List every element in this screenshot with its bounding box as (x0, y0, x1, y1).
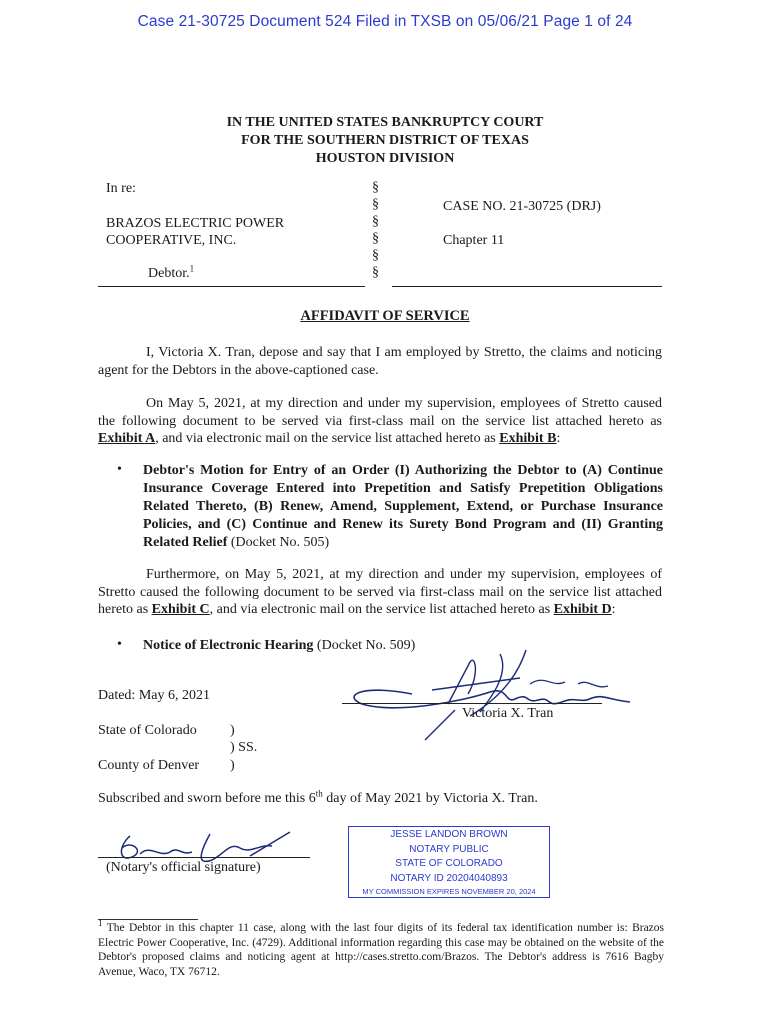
dated-line: Dated: May 6, 2021 (98, 688, 210, 703)
paragraph-2-text: On May 5, 2021, at my direction and under my supervision, employees of Stretto caused the following document to be served via first-class mail on the service list attached hereto as (98, 396, 662, 429)
affiant-signature (340, 644, 640, 744)
section-symbol: § (372, 197, 379, 212)
affiant-name: Victoria X. Tran (462, 706, 554, 721)
venue-paren-ss: ) SS. (230, 740, 258, 755)
chapter-number: Chapter 11 (443, 233, 505, 248)
section-symbol: § (372, 265, 379, 280)
venue-state: State of Colorado (98, 723, 197, 738)
paragraph-1 (98, 344, 662, 379)
bullet-marker: • (117, 462, 122, 477)
caption-rule-left (98, 286, 365, 287)
paragraph-1-text: I, Victoria X. Tran, depose and say that I am employed by Stretto, the claims and noticing agent for the Debtors in the above-captioned case. (98, 345, 662, 378)
section-symbol: § (372, 231, 379, 246)
exhibit-a-ref: Exhibit A (98, 431, 156, 446)
notary-commission-expiry: MY COMMISSION EXPIRES NOVEMBER 20, 2024 (362, 887, 536, 896)
ecf-header-stamp: Case 21-30725 Document 524 Filed in TXSB on 05/06/21 Page 1 of 24 (137, 13, 633, 30)
court-name: IN THE UNITED STATES BANKRUPTCY COURT (226, 115, 544, 130)
notary-seal (348, 826, 550, 898)
bullet-marker: • (117, 637, 122, 652)
venue-paren: ) (230, 723, 235, 738)
section-symbol: § (372, 180, 379, 195)
paragraph-2-text: , and via electronic mail on the service list attached hereto as (155, 431, 500, 446)
notary-name: JESSE LANDON BROWN (390, 829, 508, 840)
in-re-label: In re: (106, 181, 136, 196)
section-symbol: § (372, 248, 379, 263)
exhibit-b-ref: Exhibit B (499, 431, 557, 446)
case-number: CASE NO. 21-30725 (DRJ) (443, 199, 601, 214)
debtor-name-line2: COOPERATIVE, INC. (106, 233, 237, 248)
exhibit-c-ref: Exhibit C (151, 602, 210, 617)
notary-signature-label: (Notary's official signature) (106, 860, 261, 875)
notary-signature-line (98, 857, 310, 858)
jurat-ordinal: th (315, 788, 323, 799)
footnote-number: 1 (98, 918, 103, 929)
paragraph-3-text: Furthermore, on May 5, 2021, at my direction and under my supervision, employees of Stretto caused the following document to be served via first-class mail on the service list attached hereto as (98, 567, 662, 617)
served-document-1-title: Debtor's Motion for Entry of an Order (I) Authorizing the Debtor to (A) Continue Insurance Coverage Entered into Prepetition and Satisfy Prepetition Obligations Related Thereto, (B) Renew, Amend, Supplement, Extend, or Purchase Insurance Policies, and (C) Continue and Renew its Surety Bond Program and (II) Granting Related Relief (143, 463, 663, 550)
paragraph-3-text: , and via electronic mail on the service list attached hereto as (209, 602, 554, 617)
footnote-ref: 1 (189, 263, 195, 274)
served-document-1-docket: (Docket No. 505) (227, 535, 330, 550)
exhibit-d-ref: Exhibit D (553, 602, 612, 617)
paragraph-3 (98, 566, 662, 619)
served-document-2-docket: (Docket No. 509) (313, 638, 416, 653)
venue-county: County of Denver (98, 758, 200, 773)
debtor-label (148, 263, 195, 282)
paragraph-3-text: : (611, 602, 616, 617)
notary-state: STATE OF COLORADO (395, 858, 503, 869)
jurat-text: day of May 2021 by Victoria X. Tran. (322, 791, 538, 806)
footnote-rule (98, 919, 198, 920)
footnote (98, 918, 664, 979)
caption-rule-right (392, 286, 662, 287)
court-district: FOR THE SOUTHERN DISTRICT OF TEXAS (241, 133, 529, 148)
jurat-text: Subscribed and sworn before me this 6 (98, 791, 316, 806)
paragraph-2 (98, 395, 662, 448)
paragraph-2-text: : (556, 431, 561, 446)
debtor-label-text: Debtor. (148, 266, 190, 281)
document-title: AFFIDAVIT OF SERVICE (300, 308, 470, 324)
section-symbol: § (372, 214, 379, 229)
notary-title: NOTARY PUBLIC (409, 843, 489, 855)
court-division: HOUSTON DIVISION (315, 151, 455, 166)
footnote-text: The Debtor in this chapter 11 case, along with the last four digits of its federal tax identification number is: Brazos Electric Power Cooperative, Inc. (4729). Additional information regarding this case may be obtained on the website of the Debtor's proposed claims and noticing agent at http://cases.stretto.com/Brazos. The Debtor's address is 7616 Bagby Avenue, Waco, TX 76712. (98, 922, 664, 978)
jurat-line (98, 788, 538, 807)
served-document-1 (143, 462, 663, 552)
venue-paren: ) (230, 758, 235, 773)
debtor-name-line1: BRAZOS ELECTRIC POWER (106, 216, 285, 231)
served-document-2-title: Notice of Electronic Hearing (143, 638, 314, 653)
notary-id: NOTARY ID 20204040893 (390, 872, 508, 884)
affiant-signature-line (342, 703, 602, 704)
